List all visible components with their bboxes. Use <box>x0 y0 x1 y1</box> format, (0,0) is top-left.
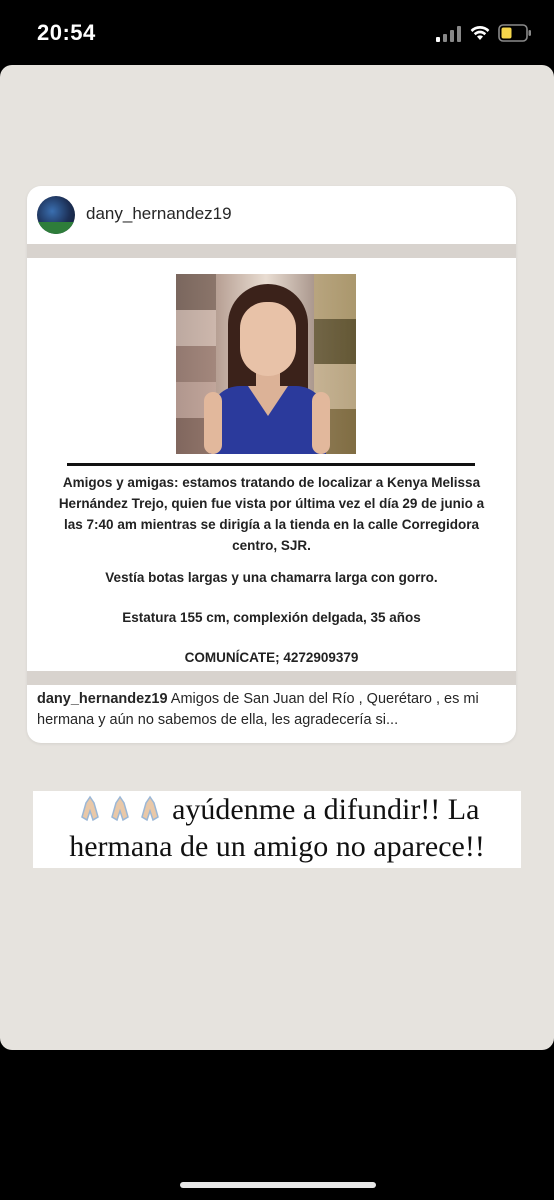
home-indicator[interactable] <box>180 1182 376 1188</box>
story-canvas[interactable] <box>0 65 554 1050</box>
post-caption[interactable] <box>37 689 507 731</box>
flyer-description: Amigos y amigas: estamos tratando de localizar a Kenya Melissa Hernández Trejo, quien fue vista por última vez el día 29 de junio a las 7:40 am mientras se dirigía a la tienda en la calle Corregidora centro, SJR. <box>58 475 485 553</box>
caption-username: dany_hernandez19 <box>37 691 168 707</box>
sticker-line-1 <box>33 791 521 828</box>
post-header <box>27 186 516 244</box>
flyer-clothing: Vestía botas largas y una chamarra larga con gorro. <box>105 570 438 585</box>
story-text-sticker[interactable] <box>33 791 521 868</box>
avatar[interactable] <box>37 196 75 234</box>
flyer-physical-description: Estatura 155 cm, complexión delgada, 35 años <box>122 610 421 625</box>
flyer-contact: COMUNÍCATE; 4272909379 <box>184 650 359 665</box>
flyer-divider <box>67 463 475 466</box>
status-time: 20:54 <box>37 20 96 45</box>
shared-post-card[interactable] <box>27 186 516 743</box>
sticker-text-line-2: hermana de un amigo no aparece!! <box>69 830 485 863</box>
battery-icon <box>498 24 532 42</box>
missing-person-flyer <box>27 258 516 671</box>
caption-text: Amigos de San Juan del Río , Querétaro , es mi hermana y aún no sabemos de ella, les agradecería si... <box>37 691 479 728</box>
signal-icon <box>436 26 462 42</box>
post-username[interactable]: dany_hernandez19 <box>86 204 232 223</box>
post-image-border-bottom <box>27 671 516 685</box>
status-bar <box>0 0 554 62</box>
person-photo <box>176 274 356 454</box>
sticker-text-line-1: ayúdenme a difundir!! La <box>172 793 480 826</box>
post-image-border-top <box>27 244 516 258</box>
praying-hands-icon <box>75 791 165 828</box>
wifi-icon <box>470 25 490 41</box>
